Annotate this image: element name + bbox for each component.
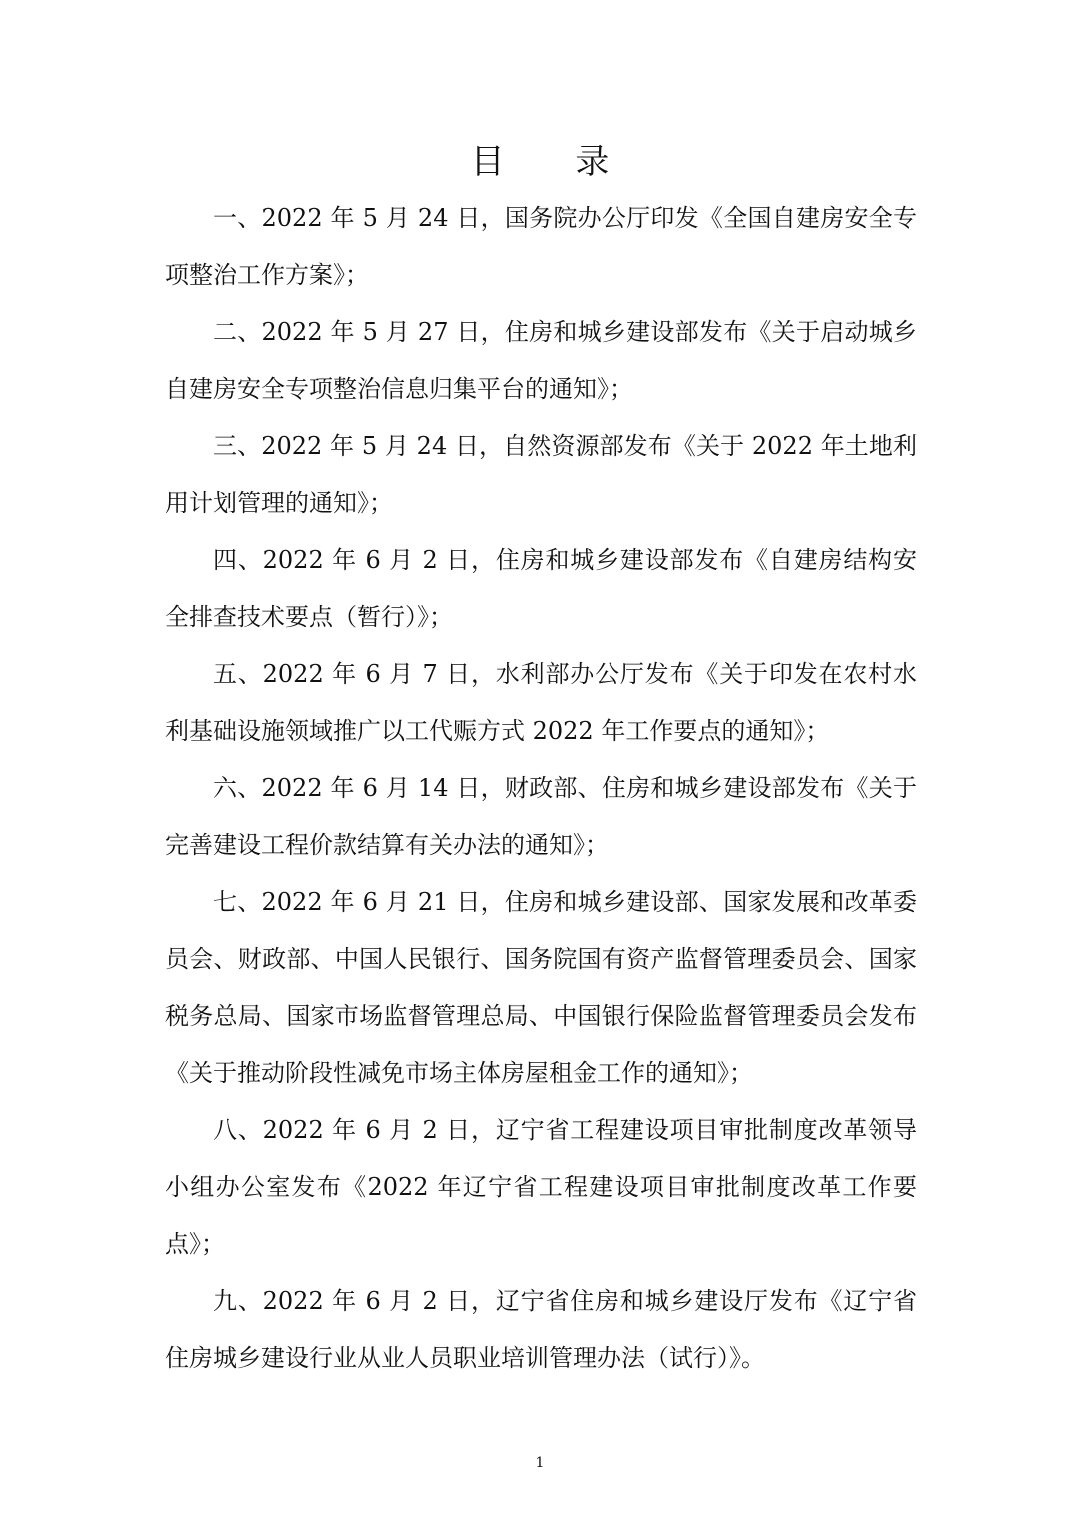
toc-entry: 一、2022 年 5 月 24 日，国务院办公厅印发《全国自建房安全专项整治工作方案》； <box>165 204 917 289</box>
toc-entry: 八、2022 年 6 月 2 日，辽宁省工程建设项目审批制度改革领导小组办公室发布《2022 年辽宁省工程建设项目审批制度改革工作要点》； <box>165 1116 917 1258</box>
toc-entry: 七、2022 年 6 月 21 日，住房和城乡建设部、国家发展和改革委员会、财政部、中国人民银行、国务院国有资产监督管理委员会、国家税务总局、国家市场监督管理总局、中国银行保险监督管理委员会发布《关于推动阶段性减免市场主体房屋租金工作的通知》； <box>165 888 917 1087</box>
toc-entry: 二、2022 年 5 月 27 日，住房和城乡建设部发布《关于启动城乡自建房安全专项整治信息归集平台的通知》； <box>165 318 917 403</box>
toc-entry: 四、2022 年 6 月 2 日，住房和城乡建设部发布《自建房结构安全排查技术要点（暂行）》； <box>165 546 917 631</box>
toc-entry: 六、2022 年 6 月 14 日，财政部、住房和城乡建设部发布《关于完善建设工程价款结算有关办法的通知》； <box>165 774 917 859</box>
page-number: 1 <box>535 1455 545 1471</box>
toc-list <box>165 190 917 1387</box>
toc-title: 目 录 <box>470 142 640 182</box>
toc-entry: 三、2022 年 5 月 24 日，自然资源部发布《关于 2022 年土地利用计划管理的通知》； <box>165 432 917 517</box>
toc-entry: 九、2022 年 6 月 2 日，辽宁省住房和城乡建设厅发布《辽宁省住房城乡建设行业从业人员职业培训管理办法（试行）》。 <box>165 1287 917 1372</box>
toc-entry: 五、2022 年 6 月 7 日，水利部办公厅发布《关于印发在农村水利基础设施领域推广以工代赈方式 2022 年工作要点的通知》； <box>165 660 917 745</box>
